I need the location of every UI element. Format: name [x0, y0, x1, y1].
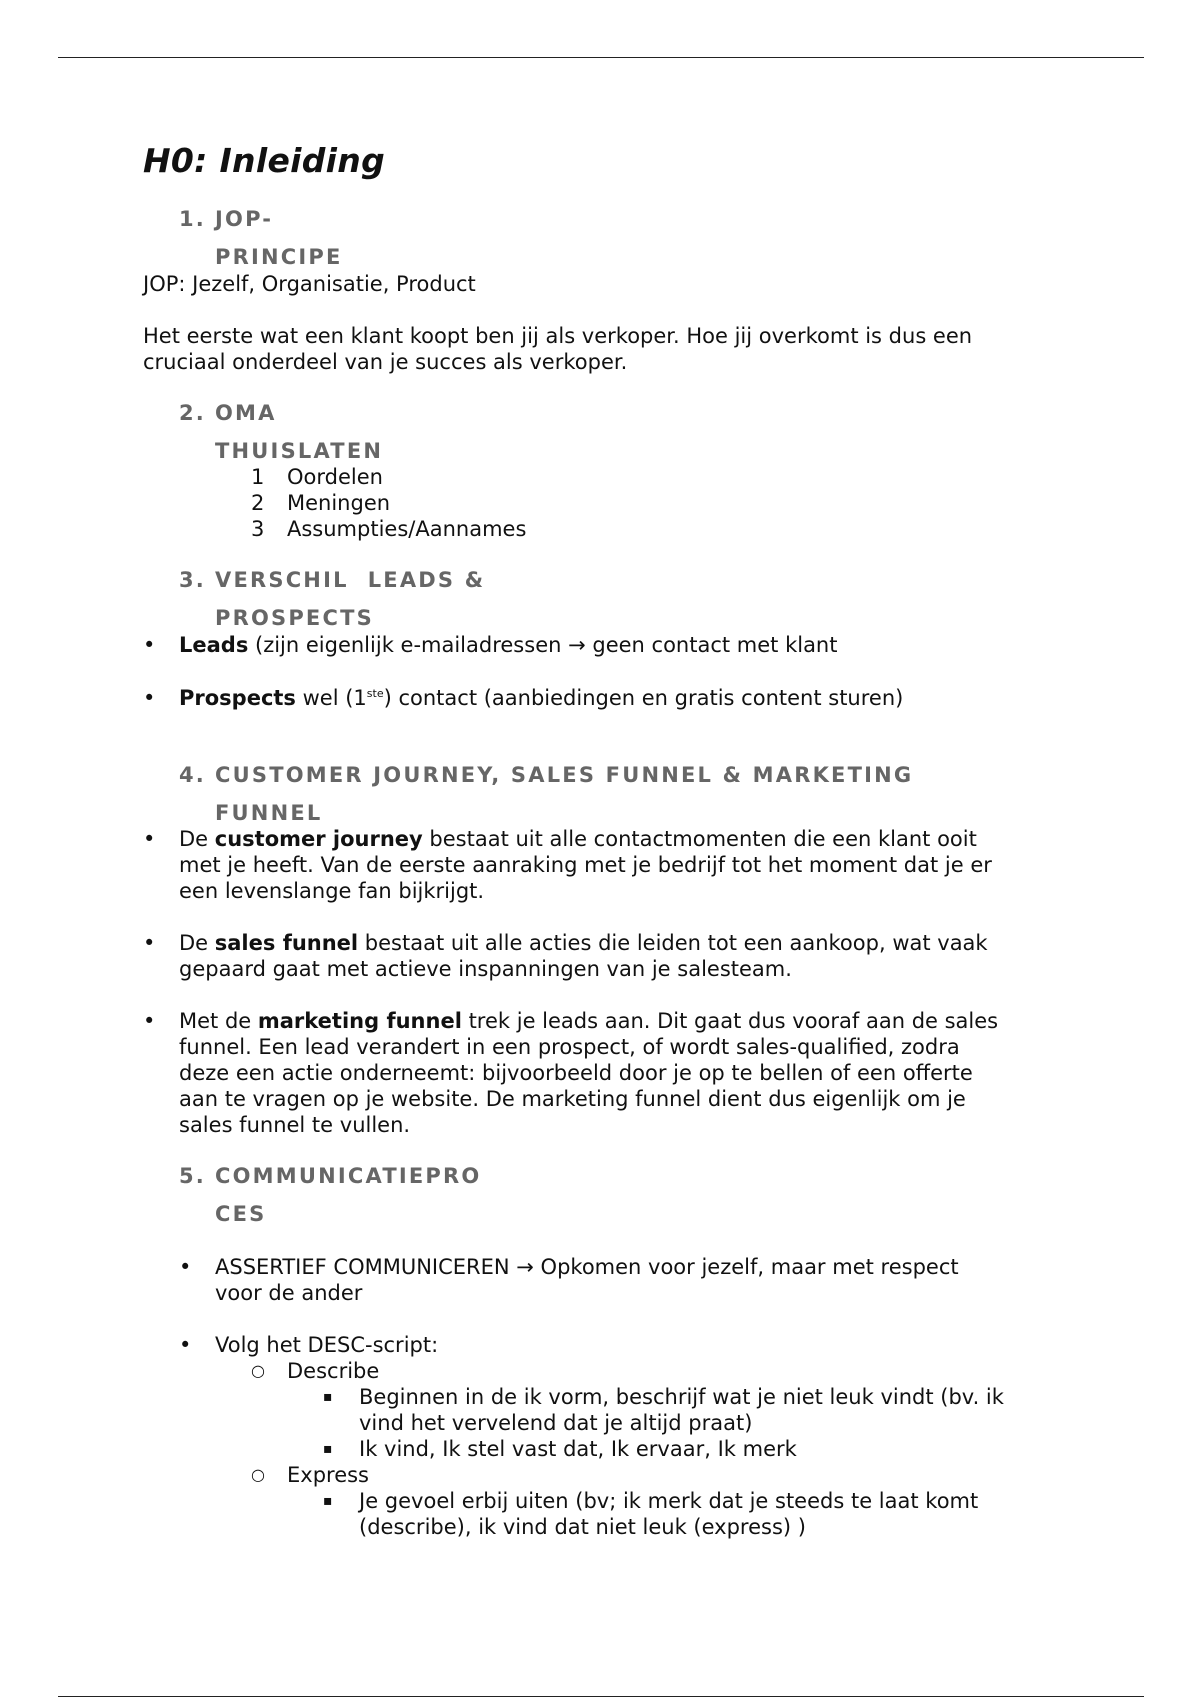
express-item: ○ Express — [251, 1463, 370, 1487]
bullet-icon: • — [179, 1333, 192, 1357]
circle-bullet-icon: ○ — [251, 1361, 265, 1380]
section-heading-3: 3. VERSCHIL LEADS & PROSPECTS — [179, 568, 486, 630]
express-subitem-1: ▪ Je gevoel erbij uiten (bv; ik merk dat je steeds te laat komt (describe), ik vind dat niet leuk (express) ) — [323, 1489, 979, 1539]
section-heading-1: 1. JOP- PRINCIPE — [179, 207, 343, 269]
bullet-icon: • — [143, 827, 156, 851]
jop-line: JOP: Jezelf, Organisatie, Product — [143, 272, 476, 296]
list-item: 2 Meningen — [251, 491, 391, 515]
bullet-icon: • — [143, 633, 156, 657]
describe-subitem-1: ▪ Beginnen in de ik vorm, beschrijf wat je niet leuk vindt (bv. ik vind het vervelend dat je altijd praat) — [323, 1385, 1004, 1435]
bottom-rule — [58, 1696, 1144, 1697]
oma-list — [251, 464, 526, 542]
square-bullet-icon: ▪ — [323, 1493, 333, 1509]
list-item: 1 Oordelen — [251, 465, 383, 489]
bullet-icon: • — [143, 931, 156, 955]
describe-item: ○ Describe — [251, 1359, 380, 1383]
section-heading-2: 2. OMA THUISLATEN — [179, 401, 384, 463]
desc-bullet: • Volg het DESC-script: — [179, 1333, 439, 1357]
top-rule — [58, 57, 1144, 58]
list-item: 3 Assumpties/Aannames — [251, 517, 527, 541]
page-title: H0: Inleiding — [143, 141, 385, 180]
section-heading-4: 4. CUSTOMER JOURNEY, SALES FUNNEL & MARKETING FUNNEL — [179, 763, 914, 825]
section-heading-5: 5. COMMUNICATIEPRO CES — [179, 1164, 482, 1226]
bullet-icon: • — [179, 1255, 192, 1279]
bullet-icon: • — [143, 686, 156, 710]
jop-paragraph: Het eerste wat een klant koopt ben jij als verkoper. Hoe jij overkomt is dus een cruciaal onderdeel van je succes als verkoper. — [143, 324, 973, 374]
describe-subitem-2: ▪ Ik vind, Ik stel vast dat, Ik ervaar, Ik merk — [323, 1437, 797, 1461]
square-bullet-icon: ▪ — [323, 1441, 333, 1457]
circle-bullet-icon: ○ — [251, 1465, 265, 1484]
assertief-bullet: • ASSERTIEF COMMUNICEREN → Opkomen voor jezelf, maar met respect voor de ander — [179, 1255, 959, 1305]
square-bullet-icon: ▪ — [323, 1389, 333, 1405]
bullet-icon: • — [143, 1009, 156, 1033]
